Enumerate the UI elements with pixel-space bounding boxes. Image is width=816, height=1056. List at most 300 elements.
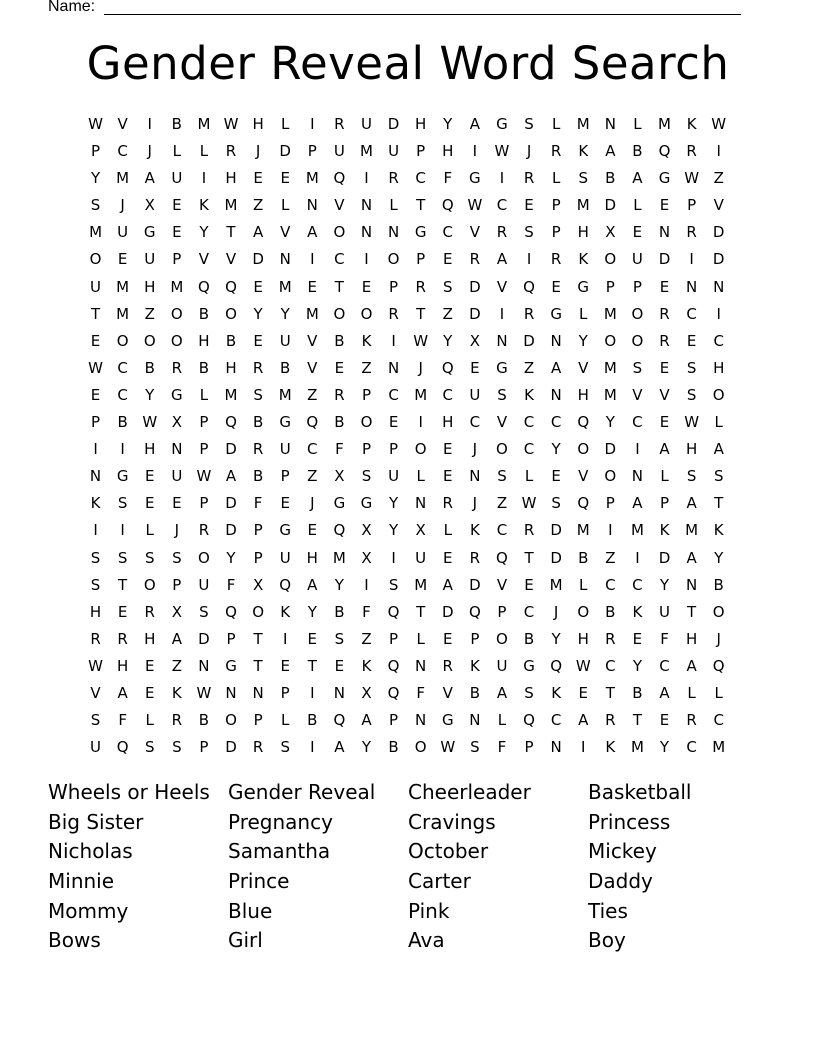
grid-letter[interactable]: P [416,250,426,269]
grid-letter[interactable]: M [630,521,644,540]
grid-letter[interactable]: U [171,169,183,188]
grid-letter[interactable]: L [551,169,561,188]
grid-letter[interactable]: I [391,331,396,350]
grid-letter[interactable]: E [90,385,101,404]
grid-letter[interactable]: J [310,494,315,513]
grid-letter[interactable]: L [281,115,290,133]
grid-letter[interactable]: N [713,277,725,296]
grid-letter[interactable]: Q [387,656,400,675]
grid-letter[interactable]: R [550,250,562,269]
grid-letter[interactable]: B [252,467,264,486]
grid-letter[interactable]: E [524,196,534,215]
grid-letter[interactable]: E [253,169,263,188]
grid-letter[interactable]: X [171,602,182,621]
grid-letter[interactable]: V [578,467,589,486]
grid-letter[interactable]: S [686,385,697,404]
grid-letter[interactable]: K [361,656,372,675]
grid-letter[interactable]: I [391,548,396,567]
grid-letter[interactable]: L [416,629,425,648]
grid-letter[interactable]: Q [225,277,237,296]
grid-letter[interactable]: C [117,142,128,161]
grid-letter[interactable]: A [551,358,562,377]
grid-letter[interactable]: M [116,277,130,296]
grid-letter[interactable]: U [388,467,400,486]
grid-letter[interactable]: W [711,115,727,133]
grid-letter[interactable]: G [225,656,237,675]
grid-letter[interactable]: V [659,385,670,404]
grid-letter[interactable]: Y [253,304,263,323]
grid-letter[interactable]: P [199,494,209,513]
grid-letter[interactable]: E [470,358,480,377]
grid-letter[interactable]: H [577,385,589,404]
grid-letter[interactable]: S [117,548,128,567]
grid-letter[interactable]: H [89,602,102,621]
grid-letter[interactable]: E [443,467,453,486]
grid-letter[interactable]: N [415,656,427,675]
grid-letter[interactable]: W [196,683,212,702]
grid-letter[interactable]: G [577,277,590,296]
grid-letter[interactable]: H [144,629,156,648]
grid-letter[interactable]: U [117,223,129,242]
grid-letter[interactable]: K [605,738,616,757]
grid-letter[interactable]: U [496,656,508,675]
grid-letter[interactable]: M [360,142,373,161]
grid-letter[interactable]: U [198,575,210,594]
grid-letter[interactable]: P [199,440,209,459]
grid-letter[interactable]: E [659,358,670,377]
grid-letter[interactable]: T [714,494,724,513]
grid-letter[interactable]: E [90,331,101,350]
grid-letter[interactable]: S [578,169,588,188]
grid-letter[interactable]: F [443,169,453,188]
grid-letter[interactable]: N [631,467,644,486]
grid-letter[interactable]: P [307,142,317,161]
grid-letter[interactable]: U [90,738,102,757]
grid-letter[interactable]: G [496,358,508,377]
grid-letter[interactable]: K [659,521,670,540]
grid-letter[interactable]: V [496,413,508,432]
grid-letter[interactable]: O [360,304,373,323]
grid-letter[interactable]: N [469,467,481,486]
grid-letter[interactable]: J [174,521,180,540]
grid-letter[interactable]: D [469,304,481,323]
grid-letter[interactable]: Z [713,169,724,188]
grid-letter[interactable]: B [523,629,535,648]
grid-letter[interactable]: N [387,358,400,377]
grid-letter[interactable]: Q [441,358,454,377]
grid-letter[interactable]: R [415,277,426,296]
grid-letter[interactable]: H [415,115,427,133]
grid-letter[interactable]: A [469,115,480,133]
grid-letter[interactable]: T [605,683,615,702]
grid-letter[interactable]: N [550,331,562,350]
grid-letter[interactable]: N [469,711,481,730]
grid-letter[interactable]: D [550,521,562,540]
grid-letter[interactable]: P [389,629,399,648]
grid-letter[interactable]: D [604,440,617,459]
grid-letter[interactable]: D [523,331,535,350]
grid-letter[interactable]: P [253,548,263,567]
grid-letter[interactable]: Q [577,413,590,432]
grid-letter[interactable]: M [116,304,130,323]
grid-letter[interactable]: A [686,548,697,567]
grid-letter[interactable]: W [88,115,103,133]
grid-letter[interactable]: B [225,331,237,350]
grid-letter[interactable]: O [387,250,400,269]
grid-letter[interactable]: Y [388,521,399,540]
grid-letter[interactable]: M [170,277,184,296]
grid-letter[interactable]: G [360,494,373,513]
grid-letter[interactable]: M [305,304,319,323]
grid-letter[interactable]: K [280,602,291,621]
grid-letter[interactable]: C [713,331,724,350]
grid-letter[interactable]: D [658,250,671,269]
grid-letter[interactable]: N [387,223,400,242]
grid-letter[interactable]: G [441,711,454,730]
grid-letter[interactable]: J [553,602,559,621]
grid-letter[interactable]: M [685,521,699,540]
grid-letter[interactable]: E [443,250,453,269]
grid-letter[interactable]: V [90,683,101,702]
grid-letter[interactable]: E [144,656,155,675]
grid-letter[interactable]: C [523,602,535,621]
grid-letter[interactable]: N [496,331,508,350]
grid-letter[interactable]: L [416,467,425,486]
grid-letter[interactable]: O [712,385,725,404]
grid-letter[interactable]: L [714,683,723,702]
grid-letter[interactable]: Q [550,656,563,675]
grid-letter[interactable]: E [659,196,670,215]
grid-letter[interactable]: P [497,602,507,621]
grid-letter[interactable]: O [198,548,210,567]
grid-letter[interactable]: P [199,738,209,757]
grid-letter[interactable]: O [333,304,346,323]
grid-letter[interactable]: J [526,142,532,161]
grid-letter[interactable]: C [632,413,643,432]
grid-letter[interactable]: J [472,440,478,459]
grid-letter[interactable]: K [686,115,697,133]
grid-letter[interactable]: T [687,602,697,621]
grid-letter[interactable]: U [333,142,345,161]
grid-letter[interactable]: P [253,521,263,540]
grid-letter[interactable]: R [550,142,562,161]
grid-letter[interactable]: S [253,385,263,404]
grid-letter[interactable]: V [632,385,643,404]
grid-letter[interactable]: C [117,385,128,404]
grid-letter[interactable]: Q [333,521,346,540]
grid-letter[interactable]: Y [443,115,453,133]
grid-letter[interactable]: G [116,467,129,486]
grid-letter[interactable]: P [199,413,209,432]
grid-letter[interactable]: J [418,358,423,377]
grid-letter[interactable]: A [442,575,453,594]
grid-letter[interactable]: Z [144,304,155,323]
grid-letter[interactable]: R [334,385,345,404]
grid-letter[interactable]: G [523,656,535,675]
grid-letter[interactable]: O [414,440,427,459]
grid-letter[interactable]: O [631,304,644,323]
grid-letter[interactable]: R [252,440,264,459]
grid-letter[interactable]: E [280,656,290,675]
grid-letter[interactable]: S [470,738,480,757]
grid-letter[interactable]: K [90,494,101,513]
grid-letter[interactable]: P [605,277,615,296]
grid-letter[interactable]: N [89,467,102,486]
grid-letter[interactable]: I [581,738,586,757]
grid-letter[interactable]: I [364,250,369,269]
grid-letter[interactable]: Y [551,629,561,648]
grid-letter[interactable]: H [577,223,589,242]
grid-letter[interactable]: P [226,629,236,648]
grid-letter[interactable]: H [225,358,237,377]
grid-letter[interactable]: Z [361,358,372,377]
grid-letter[interactable]: Q [441,196,454,215]
grid-letter[interactable]: M [603,385,617,404]
grid-letter[interactable]: C [415,169,426,188]
grid-letter[interactable]: E [117,250,128,269]
grid-letter[interactable]: E [253,277,263,296]
grid-letter[interactable]: E [361,277,372,296]
grid-letter[interactable]: U [659,602,670,621]
grid-letter[interactable]: Q [225,602,237,621]
grid-letter[interactable]: B [469,683,480,702]
grid-letter[interactable]: C [469,413,481,432]
grid-letter[interactable]: P [389,711,399,730]
grid-letter[interactable]: L [579,304,588,323]
grid-letter[interactable]: E [388,413,399,432]
grid-letter[interactable]: U [171,467,183,486]
grid-letter[interactable]: N [685,277,698,296]
grid-letter[interactable]: U [415,548,427,567]
grid-letter[interactable]: A [632,169,643,188]
grid-letter[interactable]: M [224,196,238,215]
grid-letter[interactable]: U [279,331,291,350]
grid-letter[interactable]: Q [333,169,346,188]
grid-letter[interactable]: R [605,629,616,648]
grid-letter[interactable]: U [388,142,400,161]
grid-letter[interactable]: H [144,440,156,459]
grid-letter[interactable]: I [499,304,505,323]
grid-letter[interactable]: B [144,358,155,377]
grid-letter[interactable]: M [630,738,644,757]
grid-letter[interactable]: Q [496,548,508,567]
grid-letter[interactable]: P [416,142,426,161]
grid-letter[interactable]: Z [171,656,182,675]
grid-letter[interactable]: P [91,142,101,161]
grid-letter[interactable]: B [280,358,291,377]
grid-letter[interactable]: O [89,250,102,269]
grid-letter[interactable]: D [550,548,562,567]
grid-letter[interactable]: Y [578,331,588,350]
grid-letter[interactable]: L [145,521,154,540]
grid-letter[interactable]: M [576,521,590,540]
grid-letter[interactable]: C [117,358,128,377]
grid-letter[interactable]: X [469,331,480,350]
grid-letter[interactable]: R [388,169,399,188]
grid-letter[interactable]: Z [307,385,318,404]
grid-letter[interactable]: V [198,250,210,269]
grid-letter[interactable]: V [280,223,291,242]
grid-letter[interactable]: Q [658,142,671,161]
grid-letter[interactable]: K [551,683,562,702]
grid-letter[interactable]: H [198,331,210,350]
grid-letter[interactable]: R [659,304,670,323]
grid-letter[interactable]: H [144,277,156,296]
grid-letter[interactable]: X [144,196,155,215]
grid-letter[interactable]: O [604,331,617,350]
grid-letter[interactable]: M [576,196,590,215]
grid-letter[interactable]: N [225,683,237,702]
grid-letter[interactable]: S [144,738,155,757]
grid-letter[interactable]: L [660,467,669,486]
grid-letter[interactable]: O [577,440,590,459]
grid-letter[interactable]: R [442,494,453,513]
grid-letter[interactable]: Y [199,223,209,242]
grid-letter[interactable]: C [496,521,508,540]
grid-letter[interactable]: M [278,385,292,404]
grid-letter[interactable]: I [120,521,125,540]
grid-letter[interactable]: P [389,277,399,296]
grid-letter[interactable]: P [280,683,290,702]
grid-letter[interactable]: A [632,494,643,513]
grid-letter[interactable]: Q [523,711,535,730]
grid-letter[interactable]: S [388,575,399,594]
grid-letter[interactable]: B [632,142,643,161]
grid-letter[interactable]: U [279,440,291,459]
grid-letter[interactable]: S [686,467,697,486]
grid-letter[interactable]: B [605,602,616,621]
grid-letter[interactable]: E [280,169,290,188]
grid-letter[interactable]: F [497,738,507,757]
grid-letter[interactable]: I [310,683,315,702]
grid-letter[interactable]: E [307,629,318,648]
grid-letter[interactable]: P [389,440,399,459]
grid-letter[interactable]: I [689,250,694,269]
grid-letter[interactable]: I [472,142,478,161]
grid-letter[interactable]: R [442,656,453,675]
grid-letter[interactable]: K [199,196,209,215]
grid-letter[interactable]: O [225,304,237,323]
grid-letter[interactable]: A [117,683,128,702]
grid-letter[interactable]: M [414,385,428,404]
grid-letter[interactable]: C [307,440,318,459]
grid-letter[interactable]: L [145,711,154,730]
grid-letter[interactable]: P [470,629,480,648]
grid-letter[interactable]: P [91,413,101,432]
grid-letter[interactable]: I [120,440,125,459]
grid-letter[interactable]: U [360,115,372,133]
grid-letter[interactable]: W [575,656,591,675]
grid-letter[interactable]: U [144,250,156,269]
grid-letter[interactable]: M [332,548,346,567]
grid-letter[interactable]: F [253,494,263,513]
grid-letter[interactable]: O [333,223,346,242]
grid-letter[interactable]: W [684,169,700,188]
grid-letter[interactable]: P [172,575,182,594]
grid-letter[interactable]: W [467,196,483,215]
grid-letter[interactable]: C [659,656,670,675]
grid-letter[interactable]: H [442,413,454,432]
grid-letter[interactable]: I [147,115,152,133]
grid-letter[interactable]: T [118,575,128,594]
grid-letter[interactable]: I [418,413,423,432]
grid-letter[interactable]: C [550,711,562,730]
grid-letter[interactable]: S [144,548,155,567]
grid-letter[interactable]: M [116,169,130,188]
grid-letter[interactable]: E [172,223,182,242]
grid-letter[interactable]: S [686,358,697,377]
grid-letter[interactable]: V [334,196,345,215]
grid-letter[interactable]: V [496,277,508,296]
grid-letter[interactable]: Z [523,358,535,377]
grid-letter[interactable]: L [524,467,534,486]
grid-letter[interactable]: X [334,467,345,486]
grid-letter[interactable]: S [334,629,345,648]
grid-letter[interactable]: K [469,656,480,675]
grid-letter[interactable]: S [117,494,128,513]
grid-letter[interactable]: A [713,440,724,459]
grid-letter[interactable]: V [225,250,237,269]
grid-letter[interactable]: H [577,629,589,648]
grid-letter[interactable]: X [361,683,372,702]
grid-letter[interactable]: D [252,250,264,269]
grid-letter[interactable]: U [90,277,102,296]
grid-letter[interactable]: N [604,115,616,133]
grid-letter[interactable]: X [415,521,426,540]
grid-letter[interactable]: T [524,548,534,567]
grid-letter[interactable]: R [117,629,128,648]
grid-letter[interactable]: M [305,169,319,188]
grid-letter[interactable]: M [414,575,428,594]
grid-letter[interactable]: Y [551,440,561,459]
grid-letter[interactable]: S [90,196,101,215]
grid-letter[interactable]: Y [226,548,236,567]
grid-letter[interactable]: R [686,142,697,161]
grid-letter[interactable]: M [549,575,563,594]
grid-letter[interactable]: Q [468,602,481,621]
grid-letter[interactable]: S [524,683,534,702]
grid-letter[interactable]: O [604,467,617,486]
grid-letter[interactable]: A [496,250,508,269]
grid-letter[interactable]: N [198,656,210,675]
grid-letter[interactable]: M [658,115,671,133]
grid-letter[interactable]: Q [712,656,725,675]
grid-letter[interactable]: B [198,304,210,323]
grid-letter[interactable]: G [171,385,183,404]
grid-letter[interactable]: N [360,223,373,242]
grid-letter[interactable]: Q [116,738,129,757]
grid-letter[interactable]: W [196,467,212,486]
grid-letter[interactable]: J [147,142,152,161]
grid-letter[interactable]: R [198,521,210,540]
grid-letter[interactable]: I [310,738,315,757]
grid-letter[interactable]: E [144,494,155,513]
grid-letter[interactable]: S [361,467,372,486]
grid-letter[interactable]: C [496,196,508,215]
grid-letter[interactable]: F [335,440,344,459]
grid-letter[interactable]: A [659,440,670,459]
grid-letter[interactable]: R [605,711,616,730]
grid-letter[interactable]: N [550,738,562,757]
grid-letter[interactable]: A [361,711,372,730]
grid-letter[interactable]: Q [333,711,346,730]
grid-letter[interactable]: E [686,331,697,350]
grid-letter[interactable]: A [144,169,155,188]
grid-letter[interactable]: D [225,440,237,459]
grid-letter[interactable]: T [416,196,426,215]
grid-letter[interactable]: A [307,223,318,242]
grid-letter[interactable]: W [142,413,158,432]
